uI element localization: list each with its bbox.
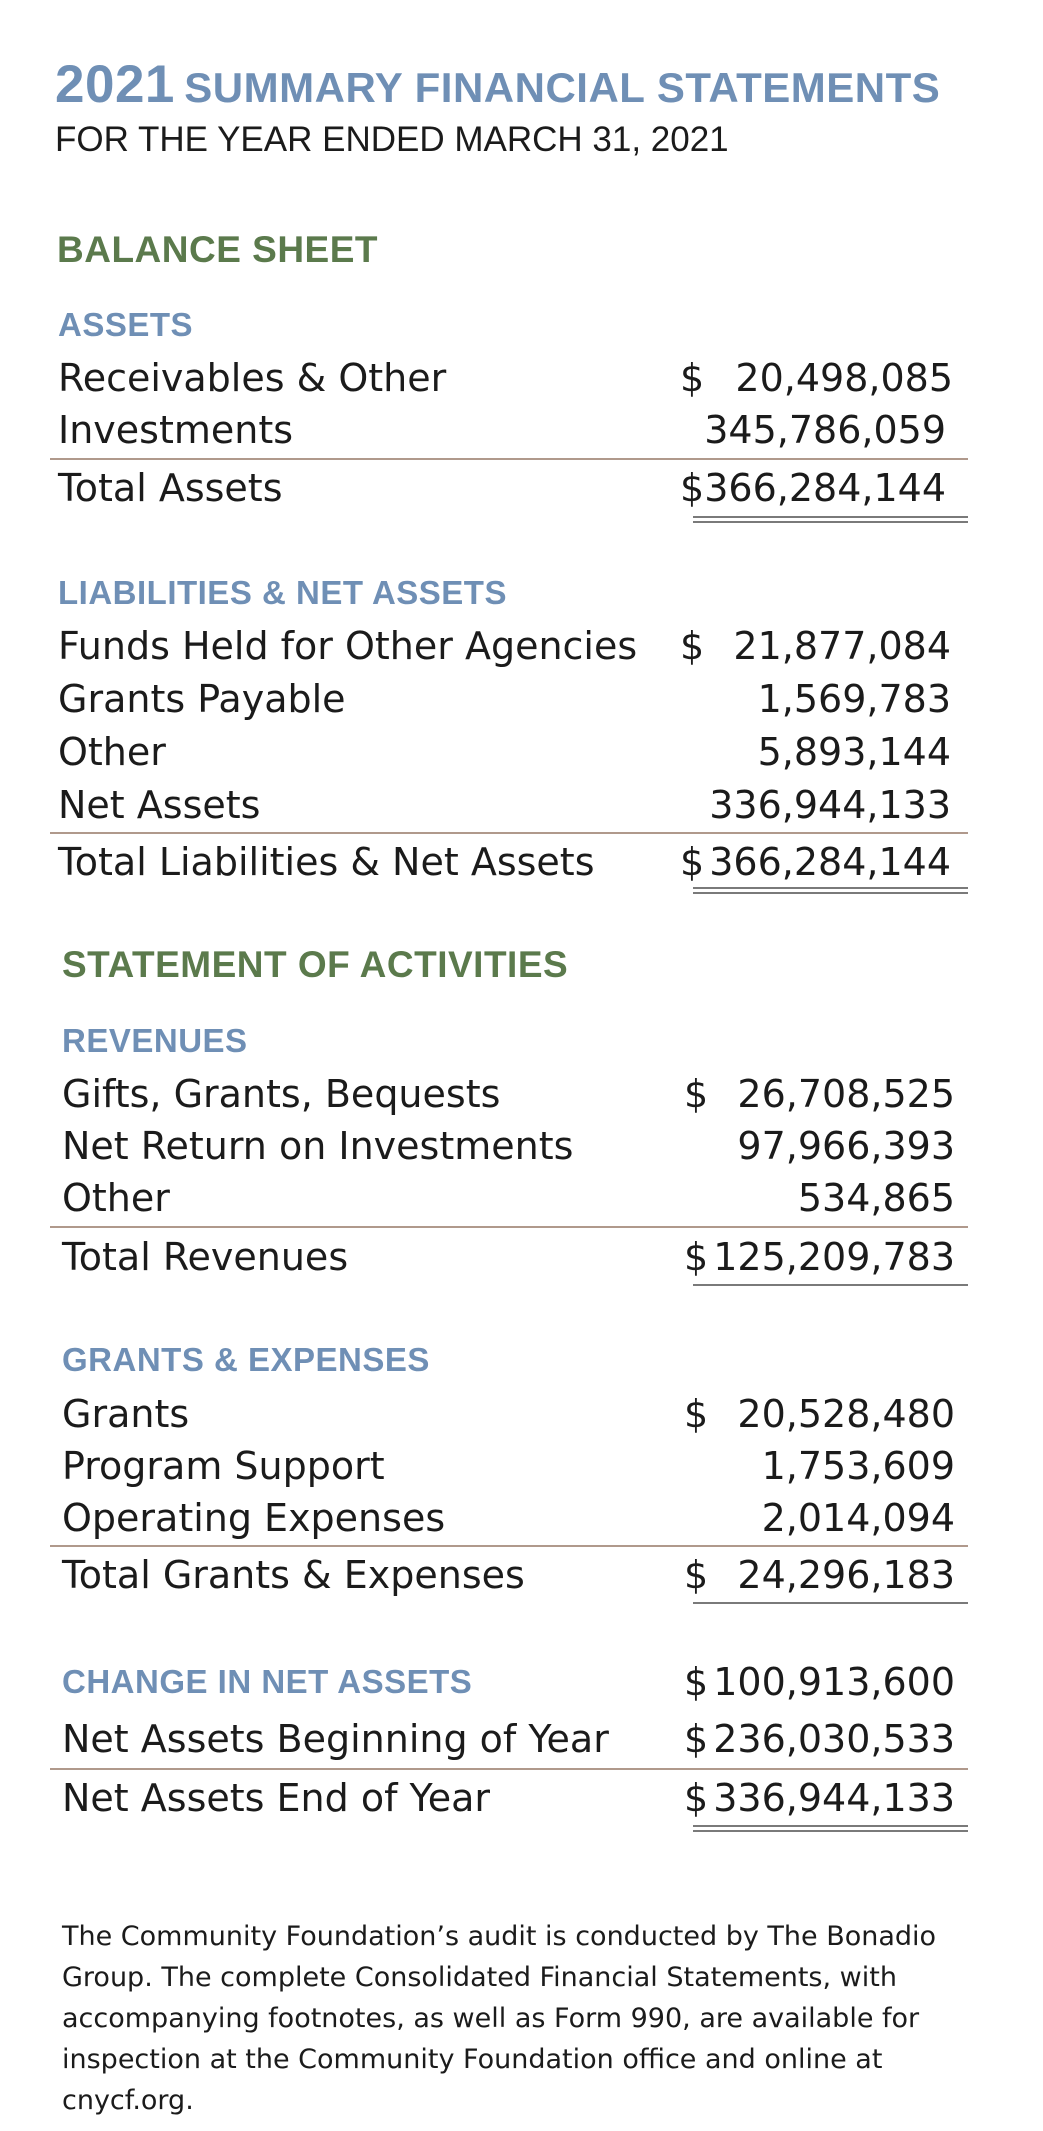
page-subtitle: FOR THE YEAR ENDED MARCH 31, 2021: [55, 120, 729, 159]
row-amount: 2,014,094: [761, 1496, 955, 1540]
divider: [50, 458, 968, 460]
row-label: Operating Expenses: [62, 1496, 446, 1540]
assets-heading: ASSETS: [58, 306, 194, 343]
divider: [50, 832, 968, 834]
table-row: [58, 352, 953, 404]
total-label: Total Assets: [58, 466, 283, 510]
total-amount: 336,944,133: [713, 1776, 955, 1820]
table-row: [62, 1120, 955, 1172]
underline: [693, 1602, 968, 1604]
table-row: [58, 404, 946, 456]
table-row: [62, 1713, 955, 1765]
row-amount: 20,498,085: [735, 356, 953, 400]
title-year: 2021: [55, 55, 175, 114]
table-row: [62, 1492, 955, 1544]
total-amount: 24,296,183: [737, 1553, 955, 1597]
row-label: Grants Payable: [58, 677, 346, 721]
change-amount: 100,913,600: [713, 1660, 955, 1704]
row-amount: 20,528,480: [737, 1392, 955, 1436]
currency-symbol: $: [680, 624, 705, 668]
row-label: Other: [62, 1176, 170, 1220]
title-text: SUMMARY FINANCIAL STATEMENTS: [184, 64, 941, 111]
currency-symbol: $: [684, 1776, 709, 1820]
currency-symbol: $: [680, 466, 705, 510]
row-amount: 21,877,084: [733, 624, 951, 668]
row-label: Receivables & Other: [58, 356, 447, 400]
row-amount: 336,944,133: [709, 783, 951, 827]
page-title: [55, 54, 940, 115]
row-label: Net Assets Beginning of Year: [62, 1717, 609, 1761]
total-row: [58, 462, 946, 514]
table-row: [58, 726, 951, 778]
total-amount: 366,284,144: [709, 840, 951, 884]
double-underline: [693, 516, 968, 523]
total-amount: 125,209,783: [713, 1235, 955, 1279]
currency-symbol: $: [680, 840, 705, 884]
total-row: [62, 1231, 955, 1283]
currency-symbol: $: [684, 1072, 709, 1116]
currency-symbol: $: [684, 1660, 709, 1704]
row-amount: 1,753,609: [761, 1444, 955, 1488]
table-row: [58, 620, 951, 672]
row-label: Funds Held for Other Agencies: [58, 624, 638, 668]
currency-symbol: $: [684, 1553, 709, 1597]
row-label: Program Support: [62, 1444, 385, 1488]
total-label: Net Assets End of Year: [62, 1776, 490, 1820]
activities-heading: STATEMENT OF ACTIVITIES: [62, 944, 569, 985]
row-amount: 26,708,525: [737, 1072, 955, 1116]
underline: [693, 1284, 968, 1286]
divider: [50, 1768, 968, 1770]
row-label: Net Return on Investments: [62, 1124, 574, 1168]
total-row: [62, 1549, 955, 1601]
row-amount: 1,569,783: [757, 677, 951, 721]
liabilities-heading: LIABILITIES & NET ASSETS: [58, 574, 507, 611]
table-row: [58, 779, 951, 831]
change-heading: CHANGE IN NET ASSETS: [62, 1663, 473, 1700]
balance-sheet-heading: BALANCE SHEET: [57, 229, 379, 270]
row-label: Gifts, Grants, Bequests: [62, 1072, 501, 1116]
row-amount: 97,966,393: [737, 1124, 955, 1168]
currency-symbol: $: [684, 1717, 709, 1761]
total-row: [62, 1772, 955, 1824]
row-amount: 345,786,059: [704, 408, 946, 452]
double-underline: [693, 887, 968, 894]
total-label: Total Liabilities & Net Assets: [58, 840, 595, 884]
currency-symbol: $: [684, 1392, 709, 1436]
table-row: [62, 1388, 955, 1440]
total-label: Total Revenues: [62, 1235, 349, 1279]
divider: [50, 1545, 968, 1547]
row-label: Investments: [58, 408, 294, 452]
total-amount: 366,284,144: [704, 466, 946, 510]
table-row: [62, 1440, 955, 1492]
double-underline: [693, 1825, 968, 1832]
change-row: [62, 1656, 955, 1708]
row-label: Other: [58, 730, 166, 774]
audit-footnote: The Community Foundation’s audit is conducted by The Bonadio Group. The complete Consolidated Financial Statements, with accompanying footnotes, as well as Form 990, are available for inspection at the Community Foundation office and online at cnycf.org.: [62, 1921, 937, 2116]
currency-symbol: $: [684, 1235, 709, 1279]
divider: [50, 1226, 968, 1228]
table-row: [62, 1172, 955, 1224]
row-label: Grants: [62, 1392, 190, 1436]
row-amount: 534,865: [797, 1176, 955, 1220]
row-amount: 5,893,144: [757, 730, 951, 774]
total-row: [58, 836, 951, 888]
row-label: Net Assets: [58, 783, 261, 827]
total-label: Total Grants & Expenses: [62, 1553, 525, 1597]
row-amount: 236,030,533: [713, 1717, 955, 1761]
revenues-heading: REVENUES: [62, 1022, 248, 1059]
currency-symbol: $: [680, 356, 705, 400]
expenses-heading: GRANTS & EXPENSES: [62, 1341, 430, 1378]
table-row: [58, 673, 951, 725]
table-row: [62, 1068, 955, 1120]
